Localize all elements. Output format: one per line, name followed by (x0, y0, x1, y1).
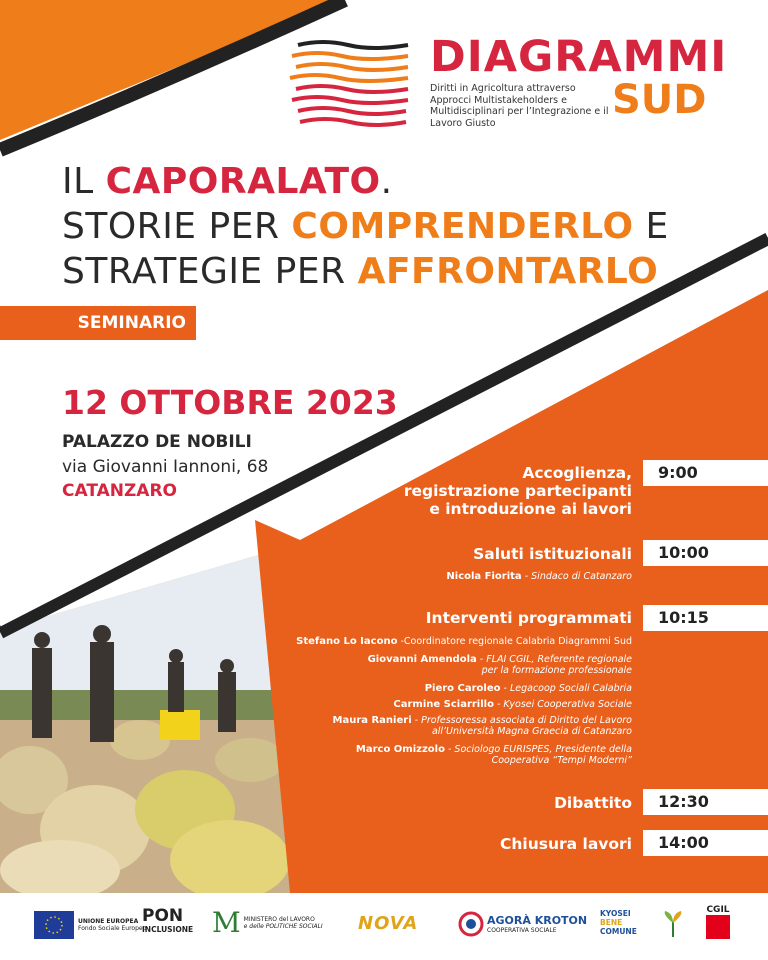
speaker-line: Maura Ranieri - Professoressa associata di Diritto del Lavoro all’Università Magna Graecia di Catanzaro (332, 715, 632, 737)
speaker-line: Giovanni Amendola - FLAI CGIL, Referente regionale per la formazione professionale (367, 654, 632, 676)
cgil-square-icon (706, 915, 730, 939)
event-venue: PALAZZO DE NOBILI (62, 432, 252, 452)
logo-subtitle: Diritti in Agricoltura attraverso Approcci Multistakeholders e Multidisciplinari per l’Integrazione e il Lavoro Giusto (430, 83, 609, 129)
time-badge: 12:30 (643, 789, 768, 815)
cgil-logo: CGIL (706, 905, 730, 939)
speaker-line: Stefano Lo Iacono -Coordinatore regionale Calabria Diagrammi Sud (296, 636, 632, 647)
programme-item-interventi: Interventi programmati (425, 609, 632, 627)
plant-logo-icon (660, 909, 686, 939)
headline-line-2: STORIE PER COMPRENDERLO E (62, 206, 669, 247)
programme-item-dibattito: Dibattito (554, 794, 632, 812)
kyosei-logo: KYOSEI BENE COMUNE (600, 909, 637, 936)
headline-line-3: STRATEGIE PER AFFRONTARLO (62, 251, 659, 292)
programme-item-accoglienza: Accoglienza, registrazione partecipanti e introduzione ai lavori (403, 464, 632, 518)
programme-item-saluti: Saluti istituzionali (473, 545, 632, 563)
programme-item-chiusura: Chiusura lavori (500, 835, 632, 853)
sponsor-footer (0, 893, 768, 960)
pon-logo: PON INCLUSIONE (142, 906, 194, 934)
event-street: via Giovanni Iannoni, 68 (62, 457, 269, 477)
seminario-label: SEMINARIO (0, 306, 196, 340)
logo-title: DIAGRAMMI (430, 32, 728, 82)
logo-wave-icon (290, 42, 408, 125)
logo-sud: SUD (612, 77, 707, 123)
speaker-line: Marco Omizzolo - Sociologo EURISPES, Presidente della Cooperativa “Tempi Moderni” (355, 744, 632, 766)
nova-logo: NOVA (358, 913, 419, 934)
time-badge: 9:00 (643, 460, 768, 486)
ministry-logo: M MINISTERO del LAVORO e delle POLITICHE SOCIALI (212, 906, 323, 939)
speaker-line: Nicola Fiorita - Sindaco di Catanzaro (446, 571, 632, 582)
time-badge: 14:00 (643, 830, 768, 856)
speaker-line: Carmine Sciarrillo - Kyosei Cooperativa Sociale (393, 699, 632, 710)
headline-line-1: IL CAPORALATO. (62, 161, 393, 202)
agora-circle-icon (458, 911, 484, 937)
event-date: 12 OTTOBRE 2023 (62, 383, 398, 422)
speaker-line: Piero Caroleo - Legacoop Sociali Calabria (424, 683, 632, 694)
time-badge: 10:15 (643, 605, 768, 631)
ministry-emblem-icon: M (212, 906, 241, 939)
eu-logo: UNIONE EUROPEA Fondo Sociale Europeo (34, 911, 146, 939)
eu-flag-icon (34, 911, 74, 939)
time-badge: 10:00 (643, 540, 768, 566)
agora-kroton-logo: AGORÀ KROTON COOPERATIVA SOCIALE (458, 911, 587, 937)
event-city: CATANZARO (62, 481, 177, 501)
